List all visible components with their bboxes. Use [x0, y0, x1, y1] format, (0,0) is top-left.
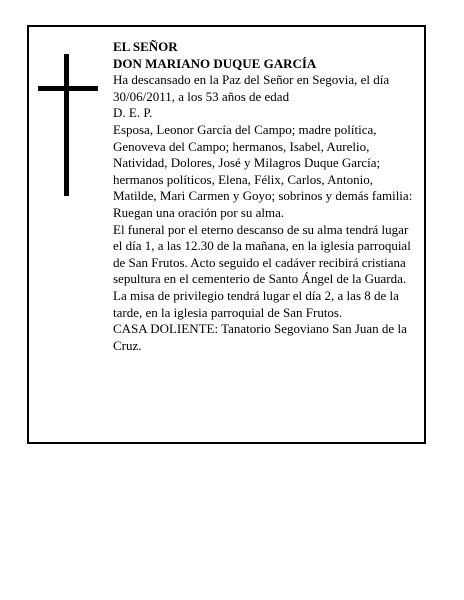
- prayer-request: Ruegan una oración por su alma.: [113, 204, 285, 220]
- latin-cross-icon: [38, 54, 98, 196]
- title-line-1: EL SEÑOR: [113, 39, 178, 54]
- funeral-details: El funeral por el eterno descanso de su alma tendrá lugar el día 1, a las 12.30 de la mañana, en la iglesia parroquial de San Frutos. Acto seguido el cadáver recibirá cristiana sepultura en el cementerio de Santo Ángel de la Guarda. La misa de privilegio tendrá lugar el día 2, a las 8 de la tarde, en la iglesia parroquial de San Frutos.: [113, 221, 411, 320]
- cross-vertical-bar: [64, 54, 69, 196]
- family-list: Esposa, Leonor García del Campo; madre política, Genoveva del Campo; hermanos, Isabel, Aurelio, Natividad, Dolores, José y Milagros Duque García; hermanos políticos, Elena, Félix, Carlos, Antonio, Matilde, Mari Carmen y Goyo; sobrinos y demás familia:: [113, 121, 413, 204]
- death-announcement: Ha descansado en la Paz del Señor en Segovia, el día 30/06/2011, a los 53 años de edad: [113, 72, 390, 104]
- obituary-text: [113, 39, 416, 354]
- deceased-name: DON MARIANO DUQUE GARCÍA: [113, 55, 317, 71]
- rip-abbreviation: D. E. P.: [113, 105, 153, 121]
- mourning-house: CASA DOLIENTE: Tanatorio Segoviano San Juan de la Cruz.: [113, 321, 407, 353]
- cross-horizontal-bar: [38, 86, 98, 91]
